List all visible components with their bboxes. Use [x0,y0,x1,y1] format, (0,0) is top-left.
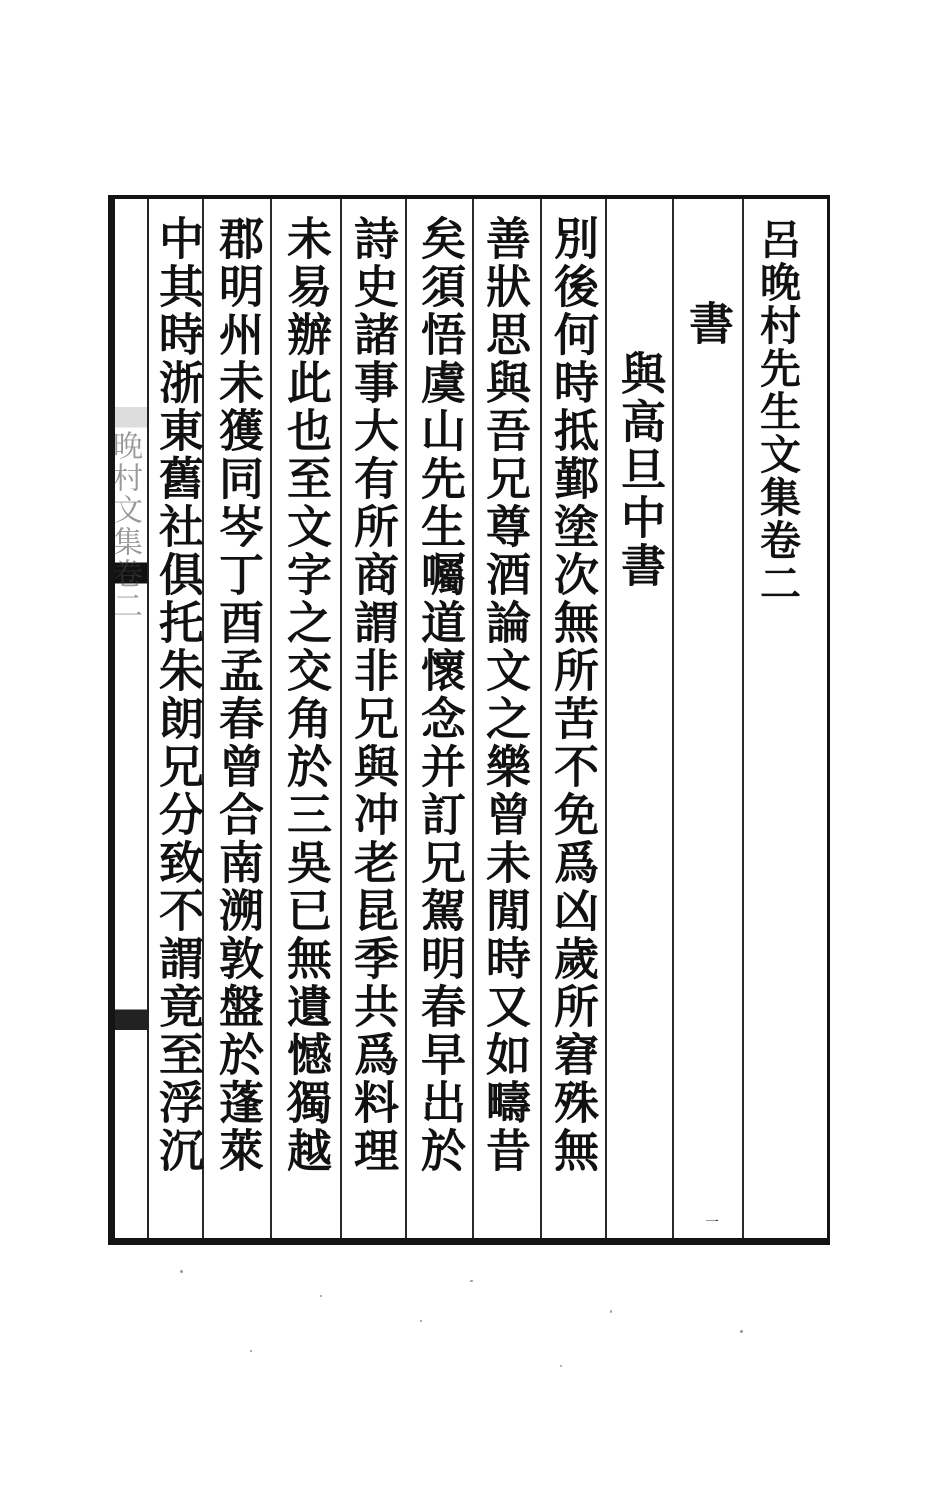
volume-title: 呂晚村先生文集卷二 [753,218,801,605]
column-rule [340,199,342,1238]
section-label: 書 [681,300,734,348]
letter-heading: 與高旦中書 [613,350,666,590]
paper-speckle [420,1320,422,1322]
paper-speckle [740,1330,743,1333]
paper-speckle [560,1365,562,1367]
column-rule [742,199,744,1238]
column-rule [472,199,474,1238]
column-rule [270,199,272,1238]
footer-mark: 一 [705,1215,721,1228]
text-column-2: 善狀思與吾兄尊酒論文之樂曾未閒時又如疇昔 [478,215,531,1175]
gutter-text: 晚村文集卷二 [107,430,142,622]
paper-speckle [470,1280,473,1282]
paper-speckle [180,1270,183,1273]
column-rule [405,199,407,1238]
column-rule [672,199,674,1238]
text-column-4: 詩史諸事大有所商謂非兄與冲老昆季共爲料理 [346,215,399,1175]
paper-speckle [250,1350,252,1352]
paper-speckle [610,1310,612,1313]
text-column-1: 別後何時抵鄞塗次無所苦不免爲凶歲所窘殊無 [546,215,599,1175]
column-rule [605,199,607,1238]
text-column-7: 中其時浙東舊社俱托朱朗兄分致不謂竟至浮沉 [151,215,204,1175]
paper-speckle [320,1295,322,1297]
text-column-5: 未易辦此也至文字之交角於三吳已無遺憾獨越 [279,215,332,1175]
text-column-3: 矣須悟虞山先生囑道懷念并訂兄駕明春早出於 [413,215,466,1175]
column-rule [540,199,542,1238]
text-column-6: 郡明州未獲同岑丁酉孟春曾合南溯敦盤於蓬萊 [211,215,264,1175]
